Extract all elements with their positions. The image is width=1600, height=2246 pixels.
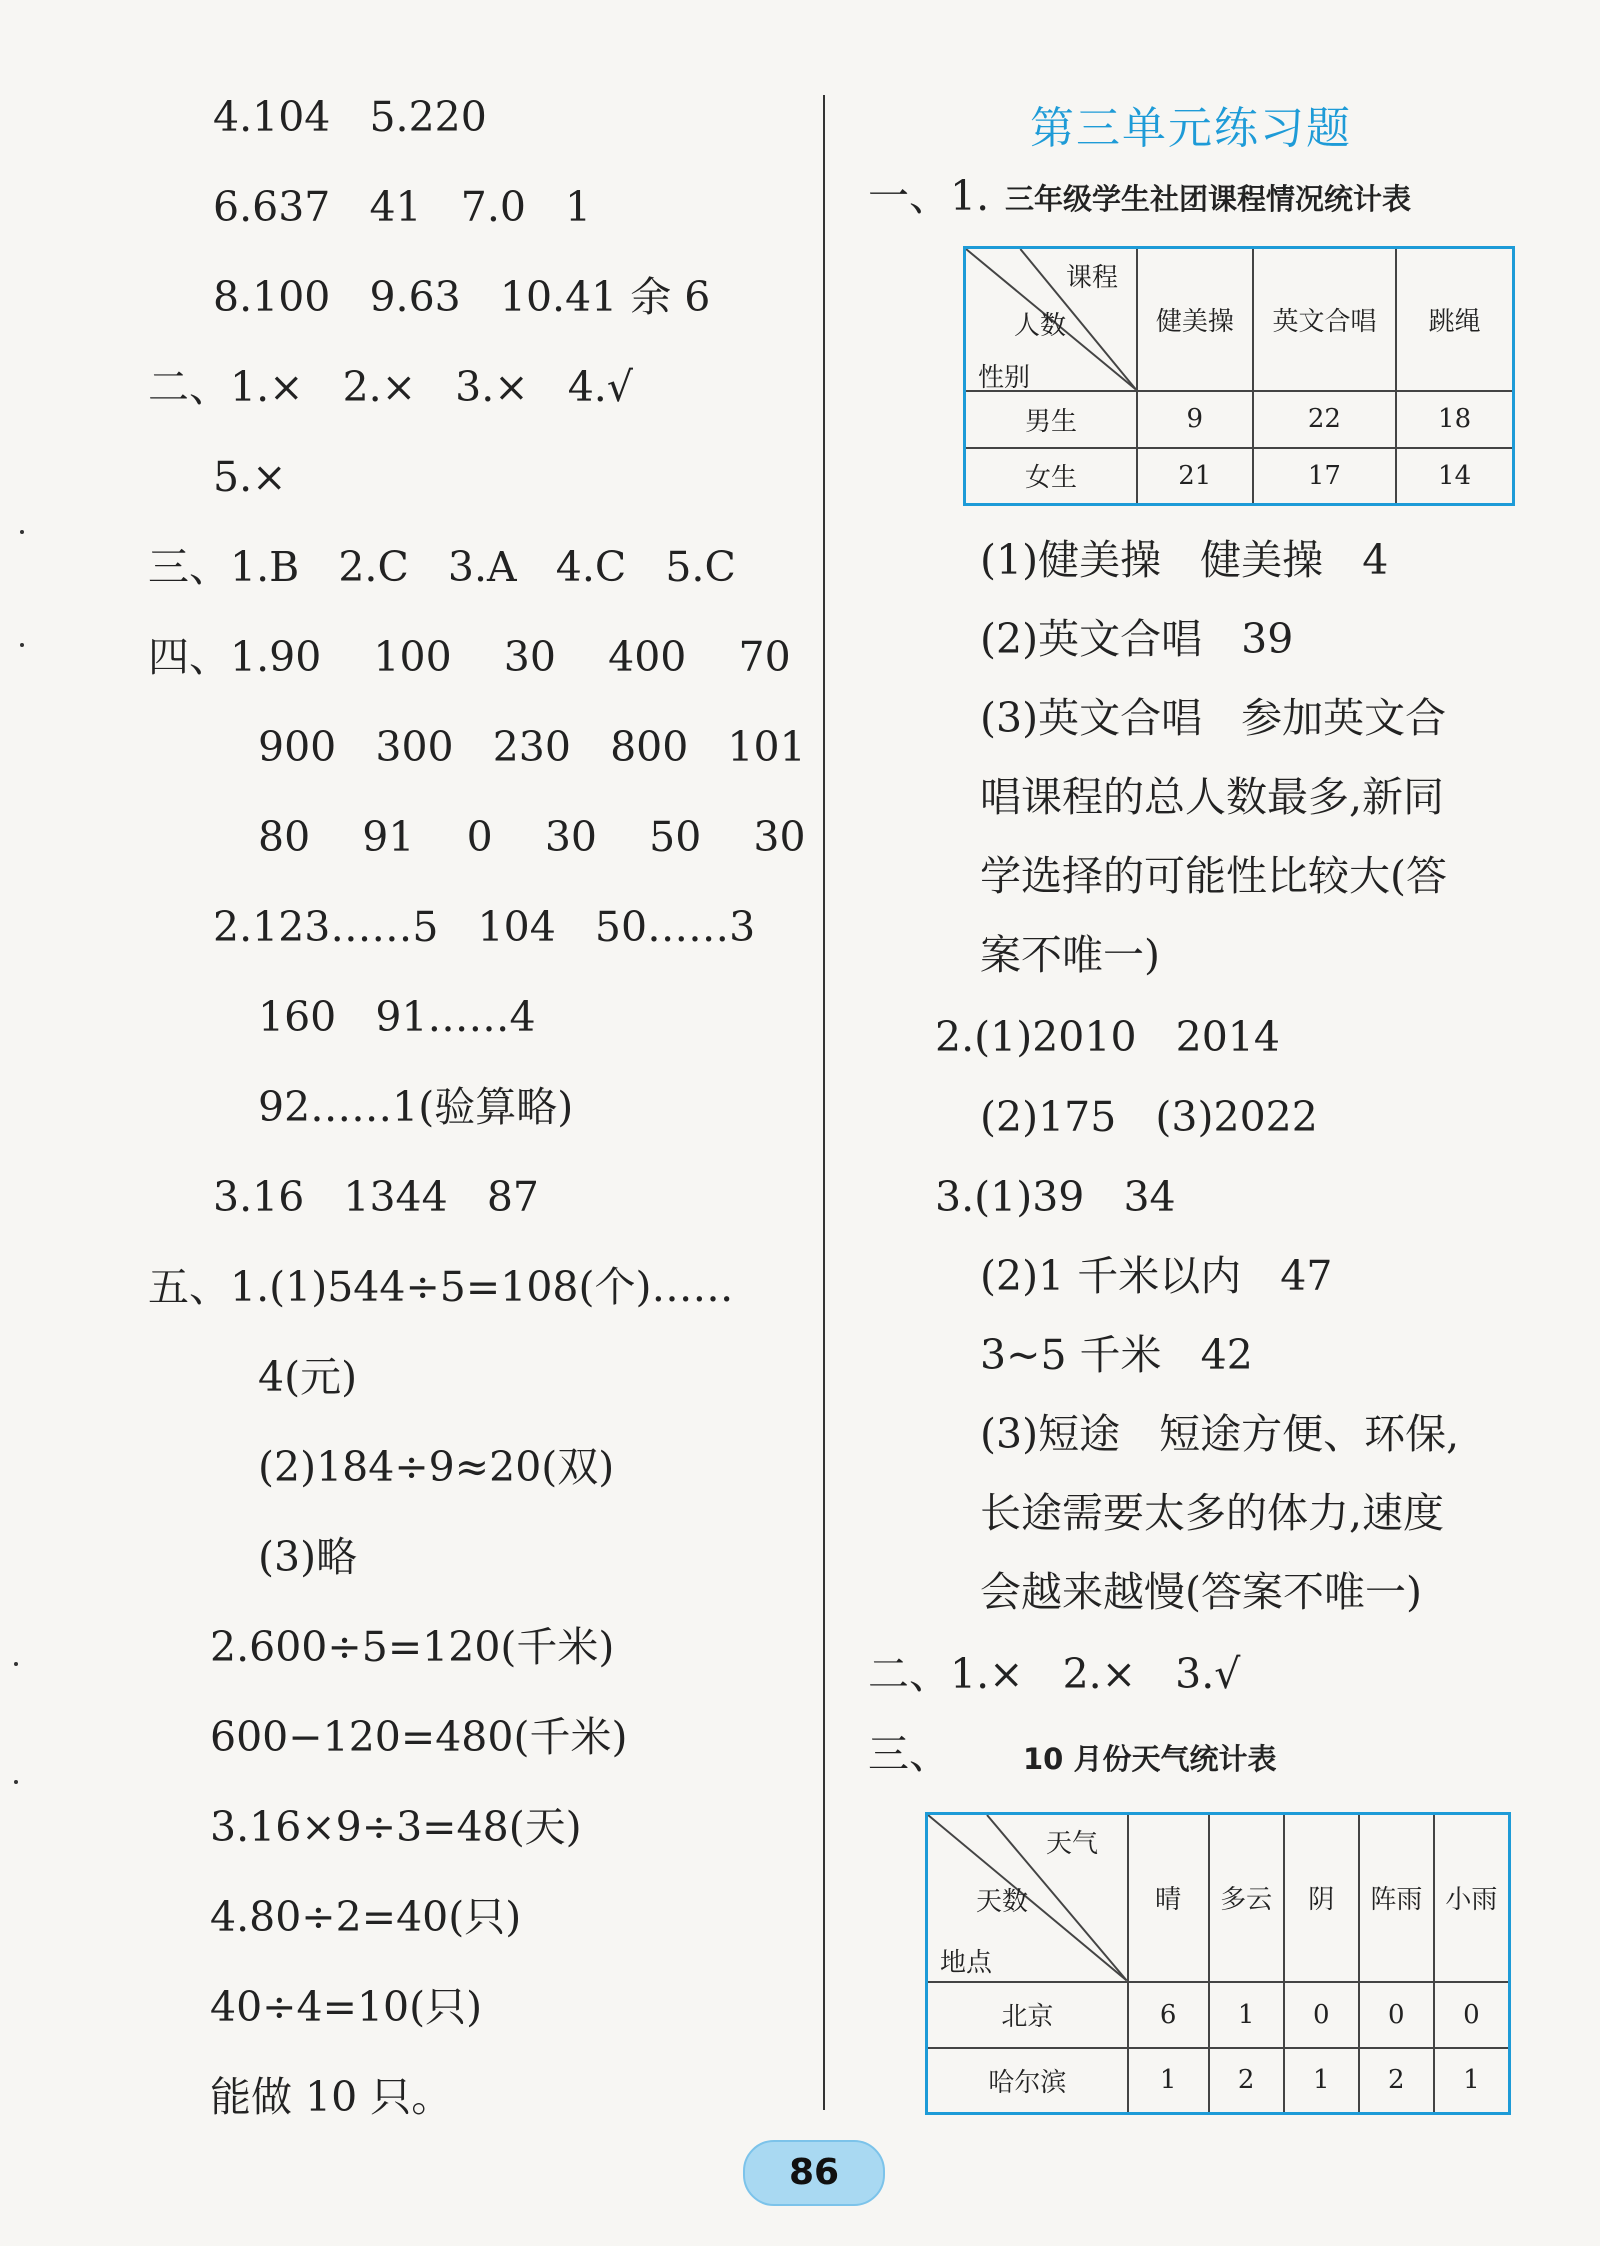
answer-line: 能做 10 只。 [210,2073,453,2121]
answer-line: 40÷4=10(只) [210,1983,483,2031]
column-divider [823,95,825,2110]
table-cell: 0 [1434,1982,1510,2048]
answer-line: 4(元) [258,1353,358,1401]
answer-line: (2)英文合唱 39 [980,615,1294,663]
answer-line: 4.80÷2=40(只) [210,1893,522,1941]
table-cell: 9 [1137,391,1253,448]
row-label: 哈尔滨 [927,2048,1128,2114]
table-cell: 0 [1284,1982,1359,2048]
answer-line: (3)略 [258,1533,358,1581]
table-cell: 2 [1209,2048,1284,2114]
answer-line: 3.16 1344 87 [213,1173,539,1221]
answer-line: 唱课程的总人数最多,新同 [980,773,1445,821]
answer-line: 五、1.(1)544÷5=108(个)…… [148,1263,734,1311]
answer-line: 四、1.90 100 30 400 70 [148,633,791,681]
column-header: 多云 [1209,1814,1284,1982]
page-number: 86 [743,2140,885,2206]
column-header: 健美操 [1137,248,1253,391]
answer-line: 学选择的可能性比较大(答 [980,852,1447,900]
column-header: 晴 [1128,1814,1209,1982]
table-cell: 1 [1128,2048,1209,2114]
weather-table [925,1812,1511,2115]
table-cell: 1 [1434,2048,1510,2114]
answer-line: 长途需要太多的体力,速度 [980,1489,1445,1537]
answer-line: 3.(1)39 34 [935,1173,1176,1221]
answer-line: 80 91 0 30 50 30 [258,813,806,861]
table2-corner-cell [927,1814,1128,1982]
answer-line: 6.637 41 7.0 1 [213,183,592,231]
table-cell: 2 [1359,2048,1434,2114]
row-label: 北京 [927,1982,1128,2048]
table-cell: 21 [1137,448,1253,505]
corner-label-top: 天气 [1046,1829,1099,1859]
answer-line: (1)健美操 健美操 4 [980,536,1389,584]
answer-line: 2.(1)2010 2014 [935,1013,1280,1061]
answer-line: (2)184÷9≈20(双) [258,1443,615,1491]
table-row [927,2048,1510,2114]
column-header: 阵雨 [1359,1814,1434,1982]
answer-line: 92……1(验算略) [258,1083,574,1131]
answer-line: 600−120=480(千米) [210,1713,628,1761]
row-label: 男生 [965,391,1137,448]
answer-line: 160 91……4 [258,993,536,1041]
column-header: 英文合唱 [1253,248,1396,391]
table2-title: 10 月份天气统计表 [1023,1742,1277,1776]
answer-line: 案不唯一) [980,931,1160,979]
margin-dot [20,643,24,647]
answer-line: 2.600÷5=120(千米) [210,1623,615,1671]
margin-dot [14,1662,18,1666]
table-cell: 1 [1284,2048,1359,2114]
unit-title: 第三单元练习题 [1030,103,1352,154]
answer-line: (3)短途 短途方便、环保, [980,1410,1460,1458]
answer-line: 会越来越慢(答案不唯一) [980,1568,1422,1616]
answer-line: 8.100 9.63 10.41 余 6 [213,273,711,321]
table-cell: 1 [1209,1982,1284,2048]
margin-dot [14,1780,18,1784]
answer-line: 二、1.× 2.× 3.× 4.√ [148,363,633,411]
row-label: 女生 [965,448,1137,505]
section-prefix: 一、1. [868,172,990,220]
corner-label-bottom: 性别 [978,363,1031,393]
answer-line: 3~5 千米 42 [980,1331,1253,1379]
column-header: 跳绳 [1396,248,1513,391]
answer-line: 3.16×9÷3=48(天) [210,1803,582,1851]
column-header: 小雨 [1434,1814,1510,1982]
answer-line: (2)1 千米以内 47 [980,1252,1333,1300]
answer-line: 900 300 230 800 101 [258,723,806,771]
answer-line: 2.123……5 104 50……3 [213,903,756,951]
table-cell: 14 [1396,448,1513,505]
answer-line: 5.× [213,453,287,501]
table-row [965,391,1514,448]
table1-corner-cell [965,248,1137,391]
corner-label-mid: 天数 [976,1887,1029,1917]
table-row [965,448,1514,505]
table-cell: 17 [1253,448,1396,505]
corner-label-top: 课程 [1066,263,1119,293]
table-row [927,1982,1510,2048]
table-cell: 0 [1359,1982,1434,2048]
answer-line: (3)英文合唱 参加英文合 [980,694,1447,742]
answer-line: (2)175 (3)2022 [980,1093,1318,1141]
answer-line: 三、1.B 2.C 3.A 4.C 5.C [148,543,736,591]
table-cell: 18 [1396,391,1513,448]
answer-line: 4.104 5.220 [213,93,487,141]
margin-dot [20,530,24,534]
column-header: 阴 [1284,1814,1359,1982]
table-cell: 6 [1128,1982,1209,2048]
section-prefix: 三、 [868,1730,950,1778]
table-cell: 22 [1253,391,1396,448]
table1-title: 三年级学生社团课程情况统计表 [1005,182,1412,216]
corner-label-mid: 人数 [1014,311,1067,341]
answer-line: 二、1.× 2.× 3.√ [868,1650,1241,1698]
club-course-table [963,246,1515,506]
corner-label-bottom: 地点 [940,1948,993,1978]
